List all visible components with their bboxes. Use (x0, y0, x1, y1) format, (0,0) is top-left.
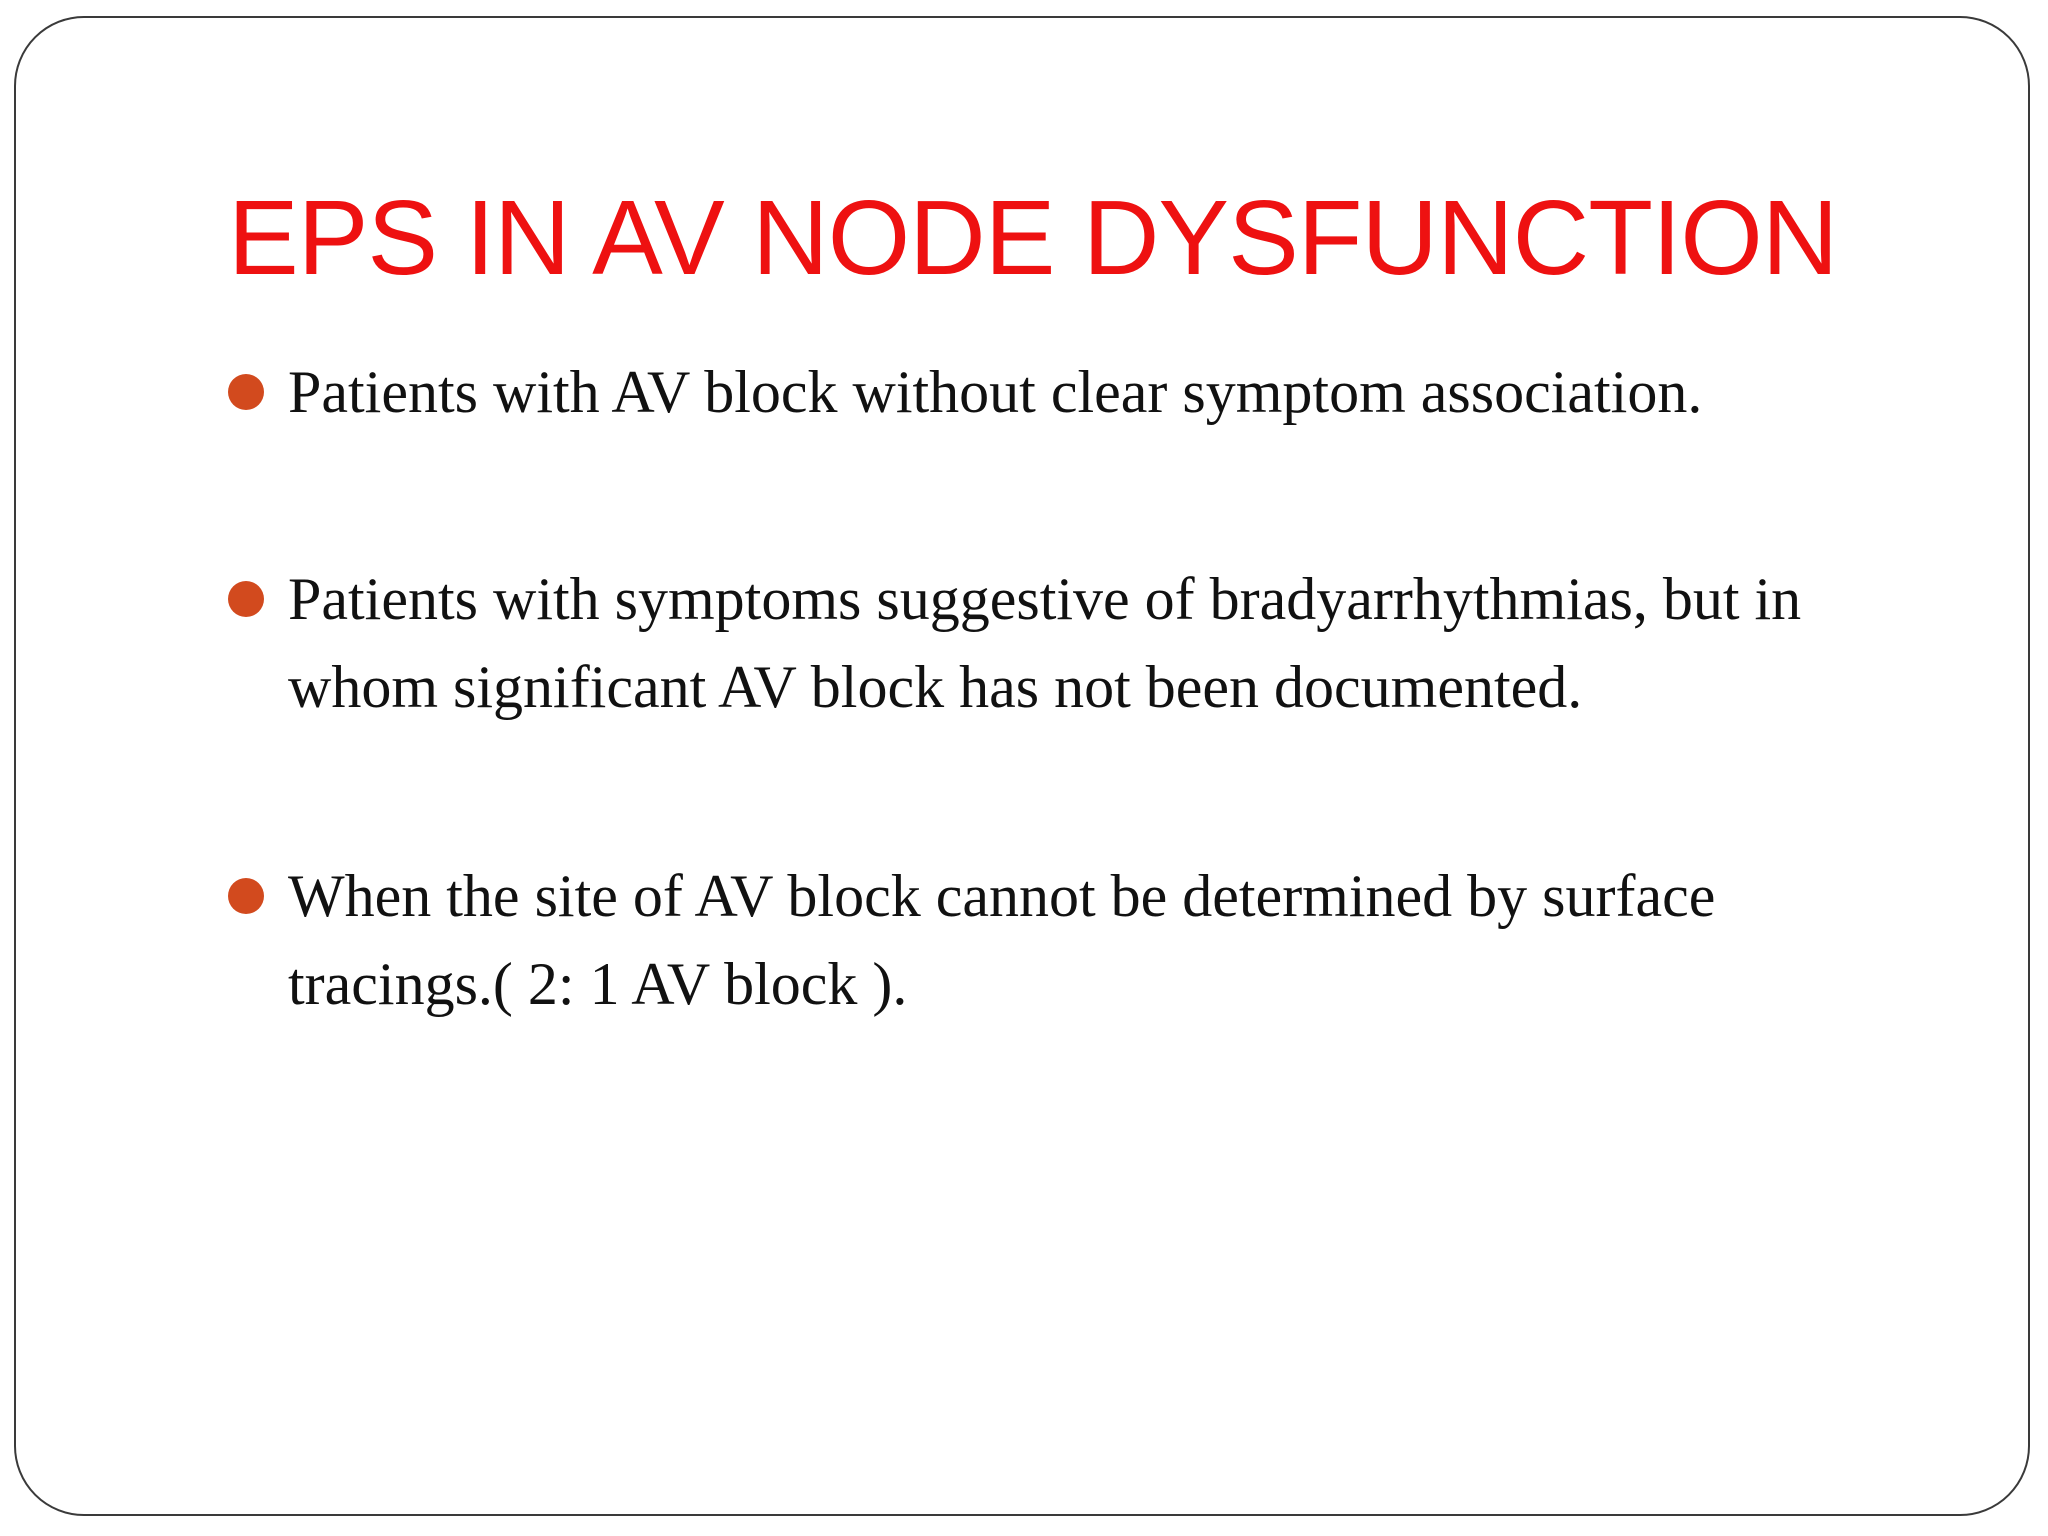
bullet-dot-icon (228, 878, 264, 914)
bullet-item (228, 555, 1928, 731)
bullet-text: When the site of AV block cannot be determined by surface tracings.( 2: 1 AV block ). (288, 863, 1716, 1017)
bullet-dot-icon (228, 581, 264, 617)
slide-title: EPS IN AV NODE DYSFUNCTION (228, 179, 1838, 297)
bullet-text: Patients with AV block without clear symptom association. (288, 359, 1703, 425)
bullet-dot-icon (228, 374, 264, 410)
bullet-text: Patients with symptoms suggestive of bradyarrhythmias, but in whom significant AV block has not been documented. (288, 566, 1802, 720)
bullet-item (228, 852, 1928, 1028)
bullet-item (228, 348, 1928, 436)
